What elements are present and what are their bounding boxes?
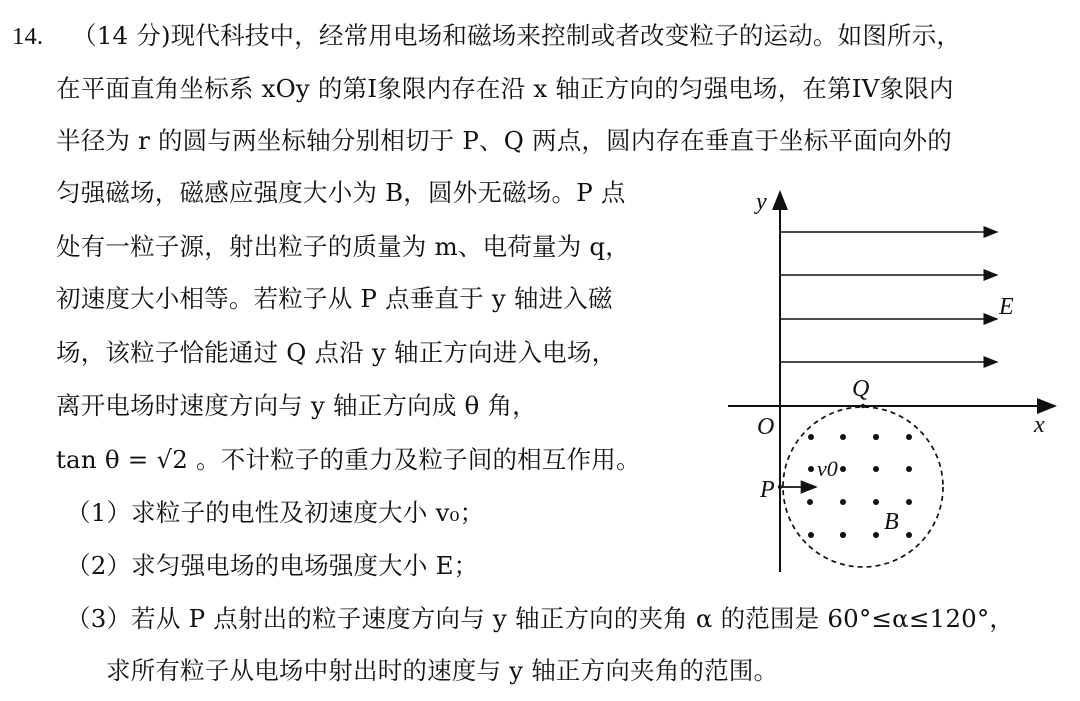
problem-number: 14. [12,23,44,50]
problem-line-7: 场，该粒子恰能通过 Q 点沿 y 轴正方向进入电场， [56,338,617,367]
subquestion-1: （1）求粒子的电性及初速度大小 v₀； [66,498,485,527]
field-point [873,532,879,538]
problem-line-8: 离开电场时速度方向与 y 轴正方向成 θ 角， [56,391,537,420]
x-axis-label: x [1034,412,1045,438]
problem-line-2: 在平面直角坐标系 xOy 的第I象限内存在沿 x 轴正方向的匀强电场，在第IV象限内 [56,74,954,103]
physics-figure [718,182,1068,574]
problem-line-5: 处有一粒子源，射出粒子的质量为 m、电荷量为 q， [56,232,630,261]
electric-field-label: E [999,294,1014,320]
field-point [808,466,814,472]
field-point [906,499,912,505]
field-point [807,499,813,505]
subquestion-3: （3）若从 P 点射出的粒子速度方向与 y 轴正方向的夹角 α 的范围是 60°≤α≤120°， [66,604,1015,633]
problem-line-1: （14 分)现代科技中，经常用电场和磁场来控制或者改变粒子的运动。如图所示， [72,21,962,50]
y-axis-label: y [756,189,767,215]
field-point [840,466,846,472]
field-point [840,434,846,440]
v0-label: v0 [817,456,838,481]
field-point [808,434,814,440]
field-point [840,499,846,505]
q-label: Q [852,376,870,402]
p-point-marker [778,485,782,489]
subquestion-3-continued: 求所有粒子从电场中射出时的速度与 y 轴正方向夹角的范围。 [106,656,779,685]
problem-line-9: tan θ = √2 。不计粒子的重力及粒子间的相互作用。 [56,445,641,474]
q-point-marker [861,404,865,408]
problem-line-3: 半径为 r 的圆与两坐标轴分别相切于 P、Q 两点，圆内存在垂直于坐标平面向外的 [56,126,952,155]
field-point [873,434,879,440]
p-label: P [760,477,775,503]
field-point [906,532,912,538]
field-point [906,466,912,472]
field-point [906,434,912,440]
field-point [808,532,814,538]
subquestion-2: （2）求匀强电场的电场强度大小 E； [66,551,479,580]
problem-line-4: 匀强磁场，磁感应强度大小为 B，圆外无磁场。P 点 [56,178,626,207]
origin-label: O [757,414,775,440]
magnetic-field-label: B [884,509,899,535]
field-point [840,532,846,538]
field-point [873,499,879,505]
field-point [873,466,879,472]
problem-line-6: 初速度大小相等。若粒子从 P 点垂直于 y 轴进入磁 [56,284,613,313]
